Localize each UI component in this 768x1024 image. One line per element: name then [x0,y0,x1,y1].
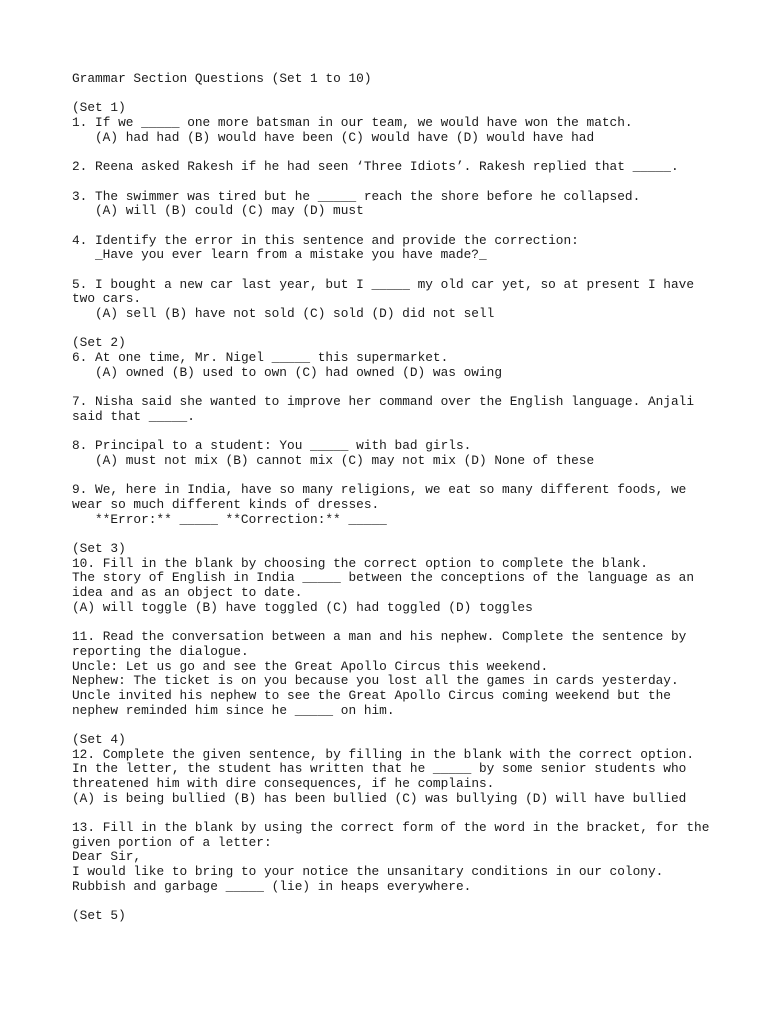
question-12-text-line-1: In the letter, the student has written that he _____ by some senior students who [72,761,687,777]
question-7-stem-line-2: said that _____. [72,408,195,424]
question-7-stem-line-1: 7. Nisha said she wanted to improve her command over the English language. Anjali [72,394,695,410]
spacer [72,469,712,484]
question-11-stem-line-1: 11. Read the conversation between a man and his nephew. Complete the sentence by [72,629,687,645]
document-page [72,72,712,924]
question-10-options: (A) will toggle (B) have toggled (C) had toggled (D) toggles [72,599,533,615]
question-12-text-line-2: threatened him with dire consequences, if he complains. [72,776,495,791]
spacer [72,219,712,234]
question-13-salutation: Dear Sir, [72,849,142,865]
question-11-report-line-1: Uncle invited his nephew to see the Great Apollo Circus coming weekend but the [72,687,671,703]
question-3-stem: 3. The swimmer was tired but he _____ reach the shore before he collapsed. [72,188,641,204]
spacer [72,175,712,190]
question-10-text-line-1: The story of English in India _____ between the conceptions of the language as an [72,570,695,586]
spacer [72,322,712,337]
question-10-text-line-2: idea and as an object to date. [72,585,303,601]
question-1-stem: 1. If we _____ one more batsman in our team, we would have won the match. [72,115,633,131]
spacer [72,615,712,630]
spacer [72,718,712,733]
question-5-options: (A) sell (B) have not sold (C) sold (D) did not sell [95,306,495,321]
set-3-heading: (Set 3) [72,541,126,556]
question-13-stem-line-2: given portion of a letter: [72,834,272,850]
spacer [72,895,712,910]
question-3-options: (A) will (B) could (C) may (D) must [95,203,364,219]
question-9-stem-line-2: wear so much different kinds of dresses. [72,496,380,512]
set-1-heading: (Set 1) [72,100,126,116]
spacer [72,145,712,160]
question-12-options: (A) is being bullied (B) has been bullied (C) was bullying (D) will have bullied [72,790,687,806]
spacer [72,380,712,395]
question-13-body-line-1: I would like to bring to your notice the unsanitary conditions in our colony. [72,864,664,880]
question-5-stem-line-1: 5. I bought a new car last year, but I _____ my old car yet, so at present I have [72,276,695,292]
question-1-options: (A) had had (B) would have been (C) would have (D) would have had [95,129,595,145]
question-4-stem: 4. Identify the error in this sentence and provide the correction: [72,232,579,248]
question-6-options: (A) owned (B) used to own (C) had owned (D) was owing [95,364,503,380]
question-4-sentence: _Have you ever learn from a mistake you have made?_ [95,247,487,263]
set-4-heading: (Set 4) [72,731,126,747]
question-9-stem-line-1: 9. We, here in India, have so many religions, we eat so many different foods, we [72,482,687,498]
question-11-stem-line-2: reporting the dialogue. [72,643,249,659]
question-8-options: (A) must not mix (B) cannot mix (C) may not mix (D) None of these [95,452,595,468]
spacer [72,806,712,821]
spacer [72,527,712,542]
question-11-uncle-line: Uncle: Let us go and see the Great Apollo Circus this weekend. [72,658,549,674]
question-2-stem: 2. Reena asked Rakesh if he had seen ‘Three Idiots’. Rakesh replied that _____. [72,159,679,175]
document-title: Grammar Section Questions (Set 1 to 10) [72,71,372,86]
question-11-nephew-line: Nephew: The ticket is on you because you lost all the games in cards yesterday. [72,673,679,689]
set-5-heading: (Set 5) [72,908,126,924]
question-10-stem: 10. Fill in the blank by choosing the correct option to complete the blank. [72,555,648,571]
set-2-heading: (Set 2) [72,335,126,351]
spacer [72,263,712,278]
spacer [72,425,712,440]
question-13-body-line-2: Rubbish and garbage _____ (lie) in heaps everywhere. [72,878,472,894]
question-6-stem: 6. At one time, Mr. Nigel _____ this supermarket. [72,350,449,366]
question-13-stem-line-1: 13. Fill in the blank by using the correct form of the word in the bracket, for the [72,820,710,836]
question-11-report-line-2: nephew reminded him since he _____ on him. [72,702,395,718]
question-9-answer-blanks: **Error:** _____ **Correction:** _____ [95,511,387,527]
question-12-stem: 12. Complete the given sentence, by filling in the blank with the correct option. [72,746,695,762]
question-5-stem-line-2: two cars. [72,291,142,307]
spacer [72,87,712,102]
question-8-stem: 8. Principal to a student: You _____ with bad girls. [72,438,472,454]
